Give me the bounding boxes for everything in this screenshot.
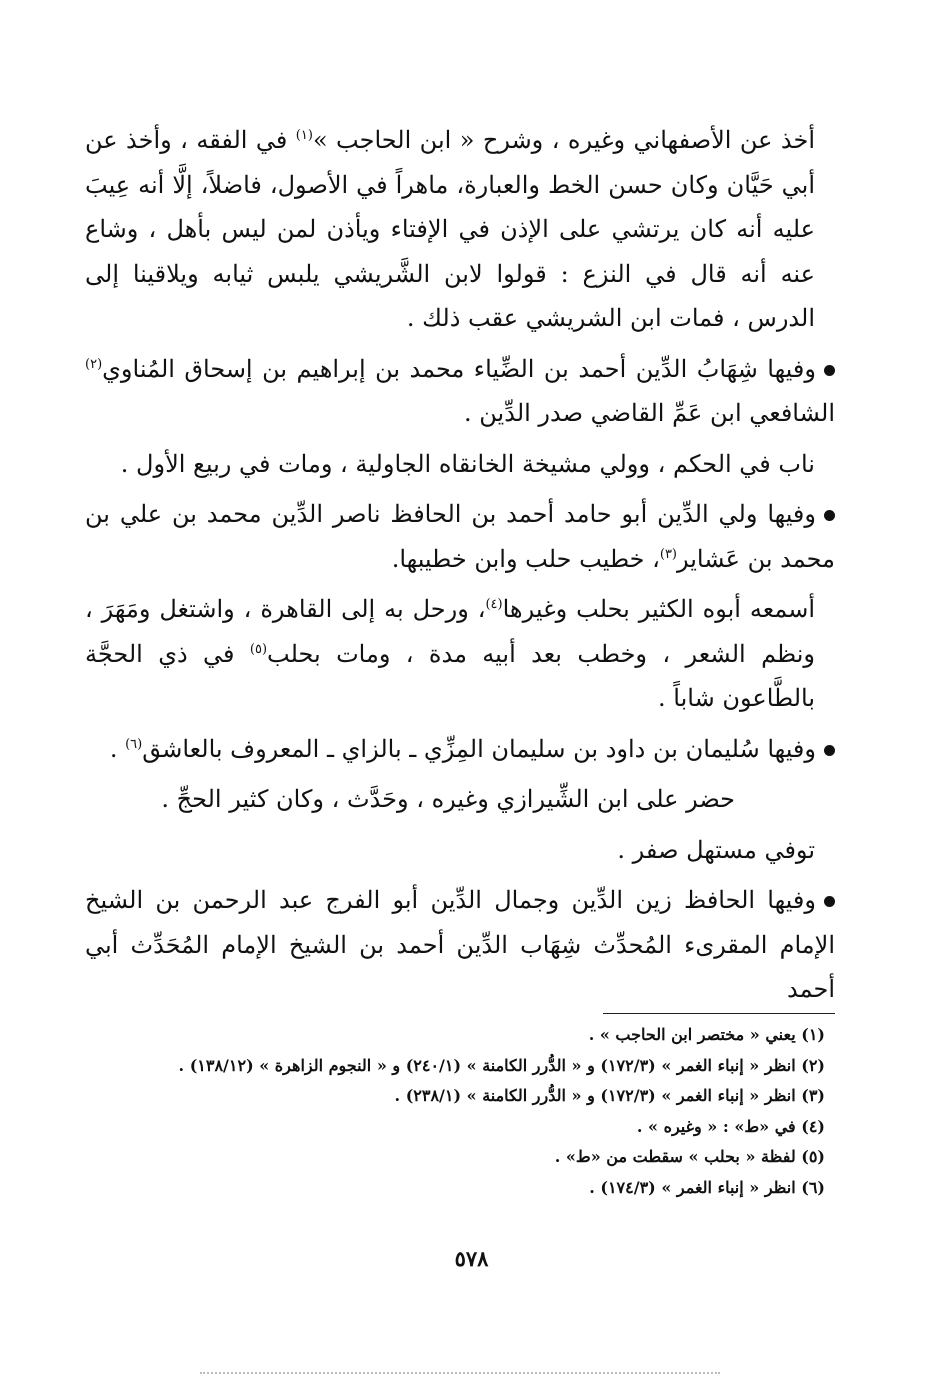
paragraph-text: وفيها سُليمان بن داود بن سليمان المِزِّي ـ بالزاي ـ المعروف بالعاشق	[142, 734, 816, 763]
footnote-ref: (٤)	[485, 597, 503, 612]
footnotes	[85, 1020, 825, 1203]
footnote-divider	[603, 1013, 835, 1014]
paragraph-4	[85, 777, 835, 822]
paragraph-text: أسمعه أبوه الكثير بحلب وغيرها	[502, 595, 816, 623]
paragraph-text: حضر على ابن الشِّيرازي وغيره ، وحَدَّث ، وكان كثير الحجِّ .	[161, 785, 735, 813]
entry-3	[85, 727, 835, 772]
footnote-ref: (٣)	[659, 546, 677, 562]
paragraph-text: في ذي الحجَّة بالطَّاعون شاباً .	[85, 639, 815, 712]
footnote: (٤) في «ط» : « وغيره » .	[636, 1116, 825, 1136]
paragraph-text: توفي مستهل صفر .	[617, 835, 815, 864]
bullet-icon	[824, 510, 835, 521]
footnote-ref: (٢)	[85, 356, 103, 372]
paragraph-text: وفيها الحافظ زين الدِّين وجمال الدِّين أبو الفرج عبد الرحمن بن الشيخ الإمام المقرىء المُحدِّث شِهَاب الدِّين أحمد بن الشيخ الإمام المُحَدِّث أبي أحمد	[85, 886, 835, 1003]
paragraph-text: .	[109, 734, 126, 763]
footnote-ref: (٥)	[249, 641, 268, 657]
scan-edge-marks	[200, 1372, 720, 1374]
entry-2	[85, 492, 835, 581]
entry-1	[85, 347, 835, 436]
main-text	[85, 118, 835, 1012]
paragraph-text: ناب في الحكم ، وولي مشيخة الخانقاه الجاولية ، ومات في ربيع الأول .	[120, 449, 815, 478]
page-number: ٥٧٨	[454, 1246, 489, 1271]
entry-4	[85, 878, 835, 1012]
paragraph-text: أخذ عن الأصفهاني وغيره ، وشرح « ابن الحاجب »	[312, 126, 815, 154]
paragraph-text: ، خطيب حلب وابن خطيبها.	[391, 544, 660, 573]
footnote: (٥) لفظة « بحلب » سقطت من «ط» .	[554, 1147, 825, 1166]
paragraph-1	[85, 118, 835, 341]
bullet-icon	[824, 896, 835, 907]
footnote-ref: (١)	[295, 128, 313, 143]
bullet-icon	[824, 745, 835, 756]
paragraph-3	[85, 587, 835, 721]
bullet-icon	[824, 365, 835, 376]
paragraph-2	[85, 442, 835, 487]
footnote: (٦) انظر « إنباء الغمر » (١٧٤/٣) .	[589, 1177, 825, 1197]
footnote-ref: (٦)	[125, 736, 143, 752]
footnote: (٣) انظر « إنباء الغمر » (١٧٢/٣) و « الدُّرر الكامنة » (٢٣٨/١) .	[394, 1086, 825, 1105]
paragraph-text: ، ورحل به إلى القاهرة ، واشتغل ومَهَرَ ، ونظم الشعر ، وخطب بعد أبيه مدة ، ومات بحلب	[85, 595, 815, 668]
paragraph-text: في الفقه ، وأخذ عن أبي حَيَّان وكان حسن الخط والعبارة، ماهراً في الأصول، فاضلاً، إلَّا أنه عِيبَ عليه أنه كان يرتشي على الإذن في الإفتاء ويأذن لمن ليس بأهل ، وشاع عنه أنه قال في النزع : قولوا لابن الشَّريشي يلبس ثيابه ويلاقينا إلى الدرس ، فمات ابن الشريشي عقب ذلك .	[85, 126, 815, 332]
paragraph-text: الشافعي ابن عَمِّ القاضي صدر الدِّين .	[464, 399, 835, 427]
footnote: (٢) انظر « إنباء الغمر » (١٧٢/٣) و « الدُّرر الكامنة » (٢٤٠/١) و « النجوم الزاهرة » (١٣٨/١٢) .	[178, 1055, 825, 1075]
paragraph-text: وفيها شِهَابُ الدِّين أحمد بن الضِّياء محمد بن إبراهيم بن إسحاق المُناوي	[102, 354, 816, 383]
footnote: (١) يعني « مختصر ابن الحاجب » .	[588, 1025, 825, 1044]
paragraph-5	[85, 828, 835, 873]
paragraph-text: وفيها ولي الدِّين أبو حامد أحمد بن الحافظ ناصر الدِّين محمد بن علي بن محمد بن عَشاير	[85, 500, 835, 573]
